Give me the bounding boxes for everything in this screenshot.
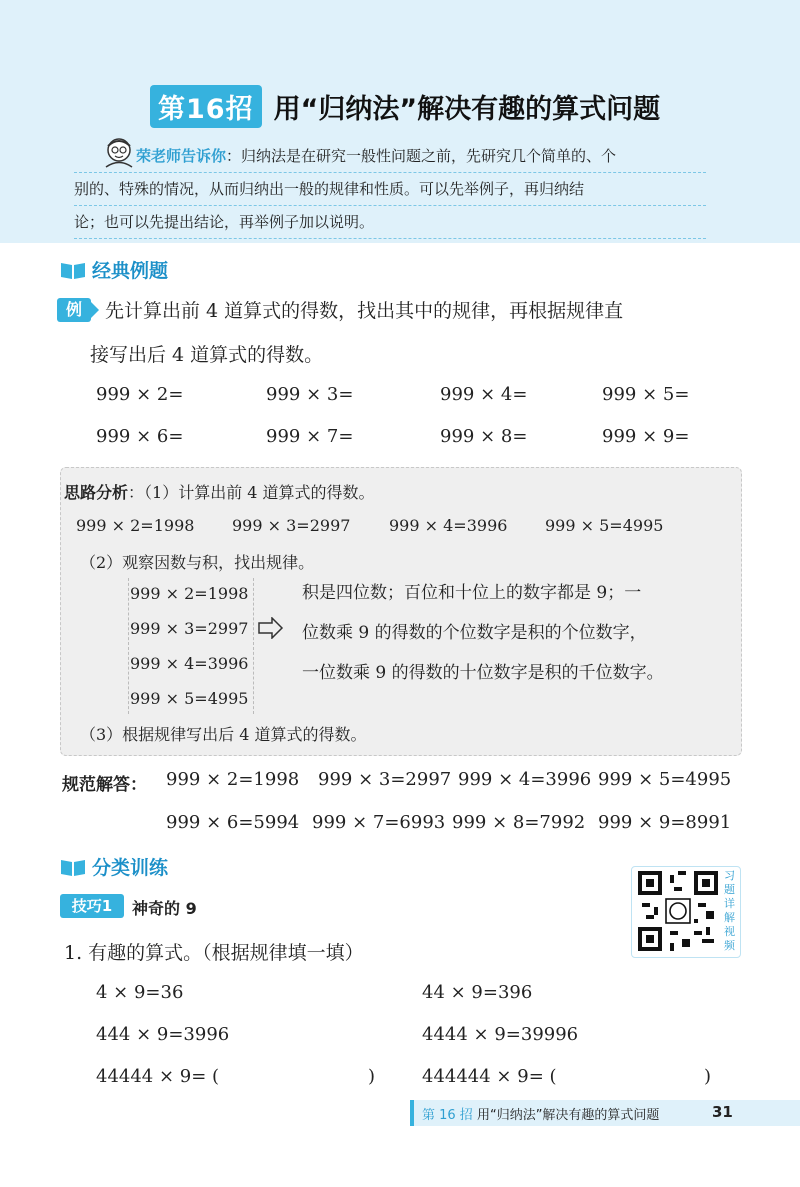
fill-expr-right: 444444 × 9= ( <box>422 1066 557 1087</box>
footer-title: 第 16 招 用“归纳法”解决有趣的算式问题 <box>422 1108 660 1123</box>
rule-line-2: 位数乘 9 的得数的个位数字是积的个位数字， <box>302 623 647 643</box>
lesson-badge: 第16招 <box>150 85 262 128</box>
qr-code-icon <box>638 871 718 951</box>
answer-label: 规范解答： <box>62 775 147 795</box>
analysis-step-2: （2）观察因数与积，找出规律。 <box>80 553 315 572</box>
pattern-expr: 4444 × 9=39996 <box>422 1024 579 1045</box>
pattern-expr: 4 × 9=36 <box>96 982 184 1003</box>
skill-title: 神奇的 9 <box>132 899 197 918</box>
fill-close-paren: ) <box>704 1066 712 1087</box>
section-training: 分类训练 <box>60 853 168 880</box>
example-text-2: 接写出后 4 道算式的得数。 <box>90 344 324 366</box>
pattern-expr: 44 × 9=396 <box>422 982 533 1003</box>
observation-bracket <box>128 578 254 714</box>
answer-expr: 999 × 2=1998 <box>166 769 300 790</box>
pattern-expr: 444 × 9=3996 <box>96 1024 230 1045</box>
answer-expr: 999 × 9=8991 <box>598 812 732 833</box>
example-text-1: 先计算出前 4 道算式的得数，找出其中的规律，再根据规律直 <box>105 300 624 322</box>
analysis-label: 思路分析 <box>64 483 129 502</box>
qr-code-panel[interactable] <box>631 866 741 958</box>
observation-expr: 999 × 3=2997 <box>130 619 249 638</box>
double-arrow-icon <box>258 617 284 639</box>
fill-close-paren: ) <box>368 1066 376 1087</box>
observation-expr: 999 × 4=3996 <box>130 654 249 673</box>
example-expr: 999 × 5= <box>602 384 690 405</box>
analysis-result: 999 × 5=4995 <box>545 516 664 535</box>
skill-badge: 技巧1 <box>60 894 124 918</box>
fill-expr-left: 44444 × 9= ( <box>96 1066 220 1087</box>
answer-expr: 999 × 7=6993 <box>312 812 446 833</box>
answer-expr: 999 × 4=3996 <box>458 769 592 790</box>
example-expr: 999 × 7= <box>266 426 354 447</box>
answer-expr: 999 × 6=5994 <box>166 812 300 833</box>
teacher-tip <box>74 140 706 239</box>
rule-line-1: 积是四位数；百位和十位上的数字都是 9；一 <box>302 583 642 603</box>
footer-accent-bar <box>410 1100 414 1126</box>
tip-line-2: 别的、特殊的情况，从而归纳出一般的规律和性质。可以先举例子，再归纳结 <box>74 173 706 206</box>
observation-expr: 999 × 2=1998 <box>130 584 249 603</box>
analysis-result: 999 × 4=3996 <box>389 516 508 535</box>
example-expr: 999 × 9= <box>602 426 690 447</box>
page-title <box>150 86 660 126</box>
example-badge: 例 <box>57 298 91 322</box>
qr-caption: 习题详解视频 <box>724 869 735 952</box>
answer-expr: 999 × 8=7992 <box>452 812 586 833</box>
answer-blank-left[interactable] <box>226 1070 364 1092</box>
tip-line-3: 论；也可以先提出结论，再举例子加以说明。 <box>74 206 706 239</box>
example-expr: 999 × 8= <box>440 426 528 447</box>
answer-blank-right[interactable] <box>562 1070 702 1092</box>
tip-label: 荣老师告诉你 <box>136 147 227 165</box>
tip-line-1: 荣老师告诉你：归纳法是在研究一般性问题之前，先研究几个简单的、个 <box>74 140 706 173</box>
section-classic-examples: 经典例题 <box>60 256 168 283</box>
analysis-step-3: （3）根据规律写出后 4 道算式的得数。 <box>80 725 367 744</box>
answer-expr: 999 × 5=4995 <box>598 769 732 790</box>
observation-expr: 999 × 5=4995 <box>130 689 249 708</box>
analysis-result: 999 × 3=2997 <box>232 516 351 535</box>
analysis-result: 999 × 2=1998 <box>76 516 195 535</box>
book-icon <box>60 857 86 877</box>
example-expr: 999 × 2= <box>96 384 184 405</box>
example-expr: 999 × 3= <box>266 384 354 405</box>
rule-line-3: 一位数乘 9 的得数的十位数字是积的千位数字。 <box>302 663 664 683</box>
answer-expr: 999 × 3=2997 <box>318 769 452 790</box>
analysis-step-1: 思路分析：（1）计算出前 4 道算式的得数。 <box>64 483 375 502</box>
lesson-title: 用“归纳法”解决有趣的算式问题 <box>273 93 661 125</box>
example-expr: 999 × 4= <box>440 384 528 405</box>
page-number: 31 <box>712 1103 733 1121</box>
book-icon <box>60 260 86 280</box>
question-1: 1. 有趣的算式。（根据规律填一填） <box>64 942 364 964</box>
example-expr: 999 × 6= <box>96 426 184 447</box>
